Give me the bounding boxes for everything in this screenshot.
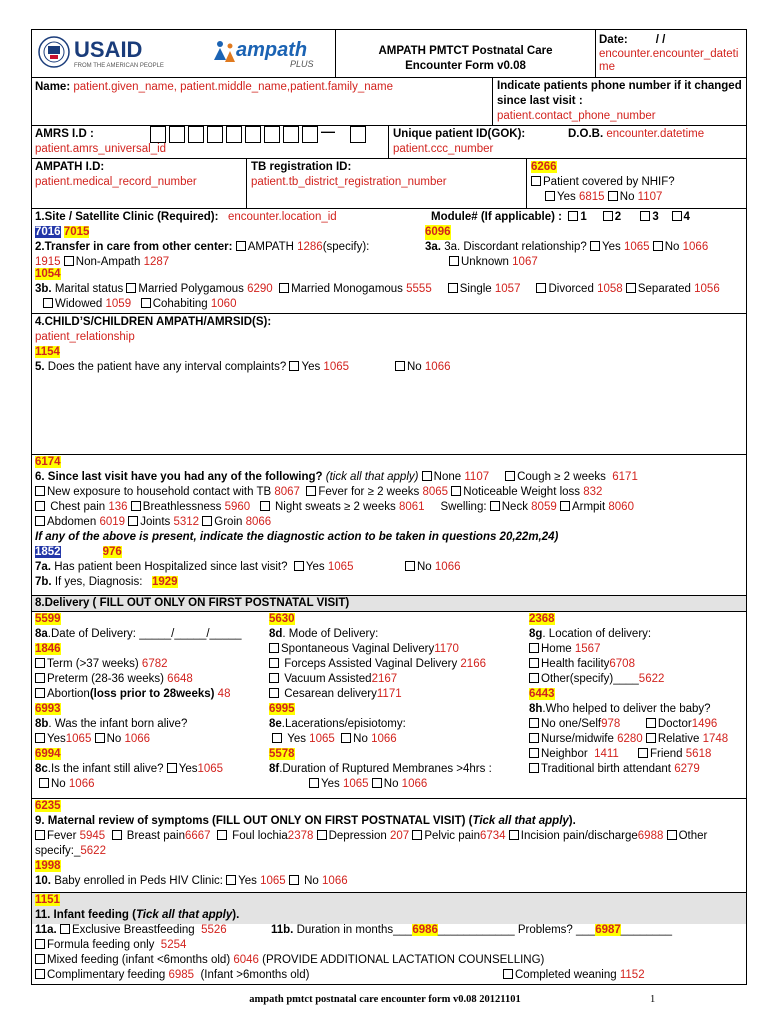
form-title-line-1: AMPATH PMTCT Postnatal Care bbox=[378, 45, 553, 57]
non-ampath-checkbox[interactable] bbox=[64, 256, 74, 266]
q7b-text: If yes, Diagnosis: bbox=[54, 576, 143, 588]
formula-checkbox[interactable] bbox=[35, 939, 45, 949]
q7a-yes-checkbox[interactable] bbox=[294, 561, 304, 571]
delivery-col-a: 5599 8a.Date of Delivery: _____/_____/_____ 1846 Term (>37 weeks) 6782 Preterm (28-36 weeks) 6648 Abortion(loss prior to 28weeks) 48 6993 8b. Was the infant born alive? Yes1065 No 1066 6994 8c.Is the infant still alive? Yes1065 No 1066 bbox=[35, 613, 242, 790]
transfer-label: 2.Transfer in care from other center: bbox=[35, 241, 233, 253]
q8f-yes-checkbox[interactable] bbox=[309, 778, 319, 788]
site-label: 1.Site / Satellite Clinic (Required): bbox=[35, 211, 219, 223]
site-value[interactable]: encounter.location_id bbox=[228, 211, 337, 223]
q8b-yes-checkbox[interactable] bbox=[35, 733, 45, 743]
phone-label-1: Indicate patients phone number if it changed bbox=[497, 80, 742, 92]
ampath-id-label: AMPATH I.D: bbox=[35, 161, 105, 173]
module-label: Module# (If applicable) : bbox=[431, 211, 562, 223]
form-page bbox=[31, 29, 747, 985]
q8c-no-checkbox[interactable] bbox=[39, 778, 49, 788]
q8f-no-checkbox[interactable] bbox=[372, 778, 382, 788]
q6-sweats-checkbox[interactable] bbox=[260, 501, 270, 511]
module-1-checkbox[interactable] bbox=[568, 211, 578, 221]
dob-value[interactable]: encounter.datetime bbox=[606, 128, 705, 140]
amrs-row bbox=[32, 125, 746, 158]
nhif-no-checkbox[interactable] bbox=[608, 191, 618, 201]
phone-block bbox=[492, 78, 748, 125]
nurse-checkbox[interactable] bbox=[529, 733, 539, 743]
tb-value[interactable]: patient.tb_district_registration_number bbox=[251, 176, 447, 188]
transfer-ampath-checkbox[interactable] bbox=[236, 241, 246, 251]
q6-chest-checkbox[interactable] bbox=[35, 501, 45, 511]
ebf-checkbox[interactable] bbox=[60, 924, 70, 934]
q6-joints-checkbox[interactable] bbox=[128, 516, 138, 526]
children-row: 4.CHILD’S/CHILDREN AMPATH/AMRSID(S): patient_relationship 1154 5. Does the patient have any interval complaints? Yes 1065 No 1066 bbox=[32, 313, 746, 454]
marital-row: 1054 3b. Marital status Married Polygamous 6290 Married Monogamous 5555 Single 1057 Divorced 1058 Separated 1056 Widowed 1059 Cohabiting 1060 bbox=[35, 268, 720, 310]
q6-cough-checkbox[interactable] bbox=[505, 471, 515, 481]
marital-label: Marital status bbox=[54, 283, 124, 295]
marital-option-checkbox[interactable] bbox=[536, 283, 546, 293]
code-7015: 7015 bbox=[63, 226, 90, 238]
q5-text: Does the patient have any interval complaints? bbox=[47, 361, 287, 373]
code-6174: 6174 bbox=[35, 456, 61, 468]
marital-option-checkbox[interactable] bbox=[448, 283, 458, 293]
delivery-heading-row bbox=[32, 595, 746, 611]
term-checkbox[interactable] bbox=[35, 658, 45, 668]
code-1154: 1154 bbox=[35, 346, 60, 358]
code-976: 976 bbox=[102, 546, 122, 558]
code-1054: 1054 bbox=[35, 268, 61, 280]
relative-checkbox[interactable] bbox=[646, 733, 656, 743]
noone-checkbox[interactable] bbox=[529, 718, 539, 728]
maternal-row: 6235 9. Maternal review of symptoms (FILL OUT ONLY ON FIRST POSTNATAL VISIT) (Tick all that apply). Fever 5945 Breast pain6667 Foul lochia2378 Depression 207 Pelvic pain6734 Incision pain/discharge6988 Other specify:_5622 1998 10. Baby enrolled in Peds HIV Clinic: Yes 1065 No 1066 bbox=[32, 798, 746, 892]
q6-groin-checkbox[interactable] bbox=[202, 516, 212, 526]
tba-checkbox[interactable] bbox=[529, 763, 539, 773]
m-breast-checkbox[interactable] bbox=[112, 830, 122, 840]
marital-option-checkbox[interactable] bbox=[141, 298, 151, 308]
q10-text: Baby enrolled in Peds HIV Clinic: bbox=[54, 875, 223, 887]
nhif-block: 6266 Patient covered by NHIF? Yes 6815 No 1107 bbox=[526, 159, 748, 208]
marital-option-checkbox[interactable] bbox=[279, 283, 289, 293]
amrs-dash: — bbox=[321, 123, 335, 139]
phone-label-2: since last visit : bbox=[497, 95, 583, 107]
doctor-checkbox[interactable] bbox=[646, 718, 656, 728]
date-block bbox=[595, 30, 748, 77]
q7a-text: Has patient been Hospitalized since last visit? bbox=[54, 561, 288, 573]
footer-text: ampath pmtct postnatal care encounter form v0.08 20121101 bbox=[249, 994, 521, 1005]
usaid-subtext: FROM THE AMERICAN PEOPLE bbox=[74, 63, 164, 69]
other-location-checkbox[interactable] bbox=[529, 673, 539, 683]
ampath-id-row bbox=[32, 158, 746, 208]
q8e-yes-checkbox[interactable] bbox=[272, 733, 282, 743]
delivery-col-b: 5630 8d. Mode of Delivery: Spontaneous Vaginal Delivery1170 Forceps Assisted Vaginal Delivery 2166 Vacuum Assisted2167 Cesarean delivery1171 6995 8e.Lacerations/episiotomy: Yes 1065 No 1066 5578 8f.Duration of Ruptured Membranes >4hrs : Yes 1065 No 1066 bbox=[269, 613, 492, 790]
home-checkbox[interactable] bbox=[529, 643, 539, 653]
vacuum-checkbox[interactable] bbox=[269, 673, 279, 683]
children-label: 4.CHILD’S/CHILDREN AMPATH/AMRSID(S): bbox=[35, 316, 272, 328]
form-title-line-2: Encounter Form v0.08 bbox=[405, 60, 526, 72]
usaid-text: USAID bbox=[74, 37, 143, 62]
marital-option-checkbox[interactable] bbox=[126, 283, 136, 293]
q8b-no-checkbox[interactable] bbox=[95, 733, 105, 743]
q6-text: . Since last visit have you had any of the following? bbox=[41, 471, 323, 483]
symptoms-row: 6174 6. Since last visit have you had any of the following? (tick all that apply) None 1107 Cough ≥ 2 weeks 6171 New exposure to household contact with TB 8067 Fever for ≥ 2 weeks 8065 Noticeable Weight loss 832 Chest pain 136 Breathlessness 5960 Night sweats ≥ 2 weeks 8061 Swelling: Neck 8059 Armpit 8060 Abdomen 6019 Joints 5312 Groin 8066 If any of the above is present, indicate the diagnostic action to be taken in questions 20,22m,24) 1852 976 7a. Has patient been Hospitalized since last visit? Yes 1065 No 1066 7b. If yes, Diagnosis: 1929 bbox=[32, 454, 746, 595]
code-1929: 1929 bbox=[152, 576, 178, 588]
module-2-checkbox[interactable] bbox=[603, 211, 613, 221]
weaning-checkbox[interactable] bbox=[503, 969, 513, 979]
m-pelvic-checkbox[interactable] bbox=[412, 830, 422, 840]
discordant-unknown-checkbox[interactable] bbox=[449, 256, 459, 266]
q8a-text[interactable]: .Date of Delivery: _____/_____/_____ bbox=[47, 628, 242, 640]
delivery-row bbox=[32, 611, 746, 798]
code-6096: 6096 bbox=[425, 226, 451, 238]
q10-yes-checkbox[interactable] bbox=[226, 875, 236, 885]
preterm-checkbox[interactable] bbox=[35, 673, 45, 683]
discordant-no-checkbox[interactable] bbox=[653, 241, 663, 251]
site-row: 1.Site / Satellite Clinic (Required): encounter.location_id Module# (If applicable) : 1 2 3 4 7016 7015 6096 2.Transfer in care from other center: AMPATH 1286(specify): 3a. 3a. Discordant relationship? Yes 1065 No 1066 1915 Non-Ampath 1287 Unknown 1067 bbox=[32, 208, 746, 267]
header-row bbox=[32, 30, 746, 77]
delivery-col-c: 2368 8g. Location of delivery: Home 1567 Health facility6708 Other(specify)____5622 6443 8h.Who helped to deliver the baby? No one/Self978 Doctor1496 Nurse/midwife 6280 Relative 1748 Neighbor 1411 Friend 5618 Traditional birth attendant 6279 bbox=[529, 613, 729, 775]
q6-armpit-checkbox[interactable] bbox=[560, 501, 570, 511]
q5-no-checkbox[interactable] bbox=[395, 361, 405, 371]
q8c-yes-checkbox[interactable] bbox=[167, 763, 177, 773]
m-other-checkbox[interactable] bbox=[667, 830, 677, 840]
gok-block bbox=[388, 126, 563, 158]
discordant-yes-checkbox[interactable] bbox=[590, 241, 600, 251]
q6-weight-checkbox[interactable] bbox=[451, 486, 461, 496]
gok-label: Unique patient ID(GOK): bbox=[393, 128, 526, 140]
amrs-value[interactable]: patient.amrs_universal_id bbox=[35, 143, 167, 155]
q6-fever-checkbox[interactable] bbox=[306, 486, 316, 496]
complementary-checkbox[interactable] bbox=[35, 969, 45, 979]
dob-block bbox=[568, 127, 704, 158]
cesarean-checkbox[interactable] bbox=[269, 688, 279, 698]
q7a-no-checkbox[interactable] bbox=[405, 561, 415, 571]
amrs-label: AMRS I.D : bbox=[35, 128, 94, 140]
q6-exposure-checkbox[interactable] bbox=[35, 486, 45, 496]
nhif-checkbox[interactable] bbox=[531, 176, 541, 186]
q5-yes-checkbox[interactable] bbox=[289, 361, 299, 371]
name-value[interactable]: patient.given_name, patient.middle_name,patient.family_name bbox=[73, 81, 394, 93]
page-number: 1 bbox=[650, 994, 656, 1005]
dob-label: D.O.B. bbox=[568, 128, 604, 140]
discordant-label: 3a. Discordant relationship? bbox=[444, 241, 587, 253]
ampath-plus-text: PLUS bbox=[290, 59, 314, 69]
m-lochia-checkbox[interactable] bbox=[217, 830, 227, 840]
date-slashes: / / bbox=[655, 34, 666, 46]
delivery-heading: 8.Delivery ( FILL OUT ONLY ON FIRST POSTNATAL VISIT) bbox=[35, 597, 350, 609]
mixed-checkbox[interactable] bbox=[35, 954, 45, 964]
neighbor-checkbox[interactable] bbox=[529, 748, 539, 758]
q6-breath-checkbox[interactable] bbox=[131, 501, 141, 511]
ampath-logo bbox=[212, 36, 322, 70]
module-3-checkbox[interactable] bbox=[640, 211, 650, 221]
form-title-block bbox=[335, 30, 595, 77]
code-7016: 7016 bbox=[35, 226, 61, 238]
m-fever-checkbox[interactable] bbox=[35, 830, 45, 840]
nhif-label: Patient covered by NHIF? bbox=[543, 176, 675, 188]
phone-value[interactable]: patient.contact_phone_number bbox=[497, 110, 656, 122]
facility-checkbox[interactable] bbox=[529, 658, 539, 668]
abortion-checkbox[interactable] bbox=[35, 688, 45, 698]
name-label: Name: bbox=[35, 81, 71, 93]
q6-none-checkbox[interactable] bbox=[422, 471, 432, 481]
q8e-no-checkbox[interactable] bbox=[341, 733, 351, 743]
q6-abdomen-checkbox[interactable] bbox=[35, 516, 45, 526]
children-value[interactable]: patient_relationship bbox=[35, 331, 135, 343]
q10-no-checkbox[interactable] bbox=[289, 875, 299, 885]
tb-label: TB registration ID: bbox=[251, 161, 352, 173]
m-incision-checkbox[interactable] bbox=[509, 830, 519, 840]
feeding-heading: 11. Infant feeding ( bbox=[35, 909, 136, 921]
diagnostic-note: If any of the above is present, indicate the diagnostic action to be taken in questions 20,22m,24) bbox=[35, 531, 559, 543]
amrs-id-boxes[interactable] bbox=[150, 123, 370, 143]
module-4-checkbox[interactable] bbox=[672, 211, 682, 221]
marital-option-checkbox[interactable] bbox=[43, 298, 53, 308]
code-1915: 1915 bbox=[35, 256, 61, 268]
name-row bbox=[32, 77, 746, 125]
feeding-row: 1151 11. Infant feeding (Tick all that apply). 11a. Exclusive Breastfeeding 5526 11b. Duration in months___6986____________ Problems? ___6987________ Formula feeding only 5254 Mixed feeding (infant <6months old) 6046 (PROVIDE ADDITIONAL LACTATION COUNSELLING) Complimentary feeding 6985 (Infant >6months old) Completed weaning 1152 bbox=[32, 892, 746, 984]
maternal-heading: 9. Maternal review of symptoms (FILL OUT ONLY ON FIRST POSTNATAL VISIT) ( bbox=[35, 815, 473, 827]
usaid-logo bbox=[38, 34, 198, 70]
ampath-text: ampath bbox=[236, 39, 308, 61]
m-depression-checkbox[interactable] bbox=[317, 830, 327, 840]
forceps-checkbox[interactable] bbox=[269, 658, 279, 668]
code-1852: 1852 bbox=[35, 546, 61, 558]
svd-checkbox[interactable] bbox=[269, 643, 279, 653]
gok-value[interactable]: patient.ccc_number bbox=[393, 143, 494, 155]
q6-neck-checkbox[interactable] bbox=[490, 501, 500, 511]
date-field[interactable]: encounter.encounter_datetime bbox=[599, 48, 739, 73]
marital-option-checkbox[interactable] bbox=[626, 283, 636, 293]
code-6266: 6266 bbox=[531, 161, 557, 173]
ampath-id-value[interactable]: patient.medical_record_number bbox=[35, 176, 197, 188]
nhif-yes-checkbox[interactable] bbox=[545, 191, 555, 201]
date-label: Date: bbox=[599, 34, 628, 46]
friend-checkbox[interactable] bbox=[638, 748, 648, 758]
